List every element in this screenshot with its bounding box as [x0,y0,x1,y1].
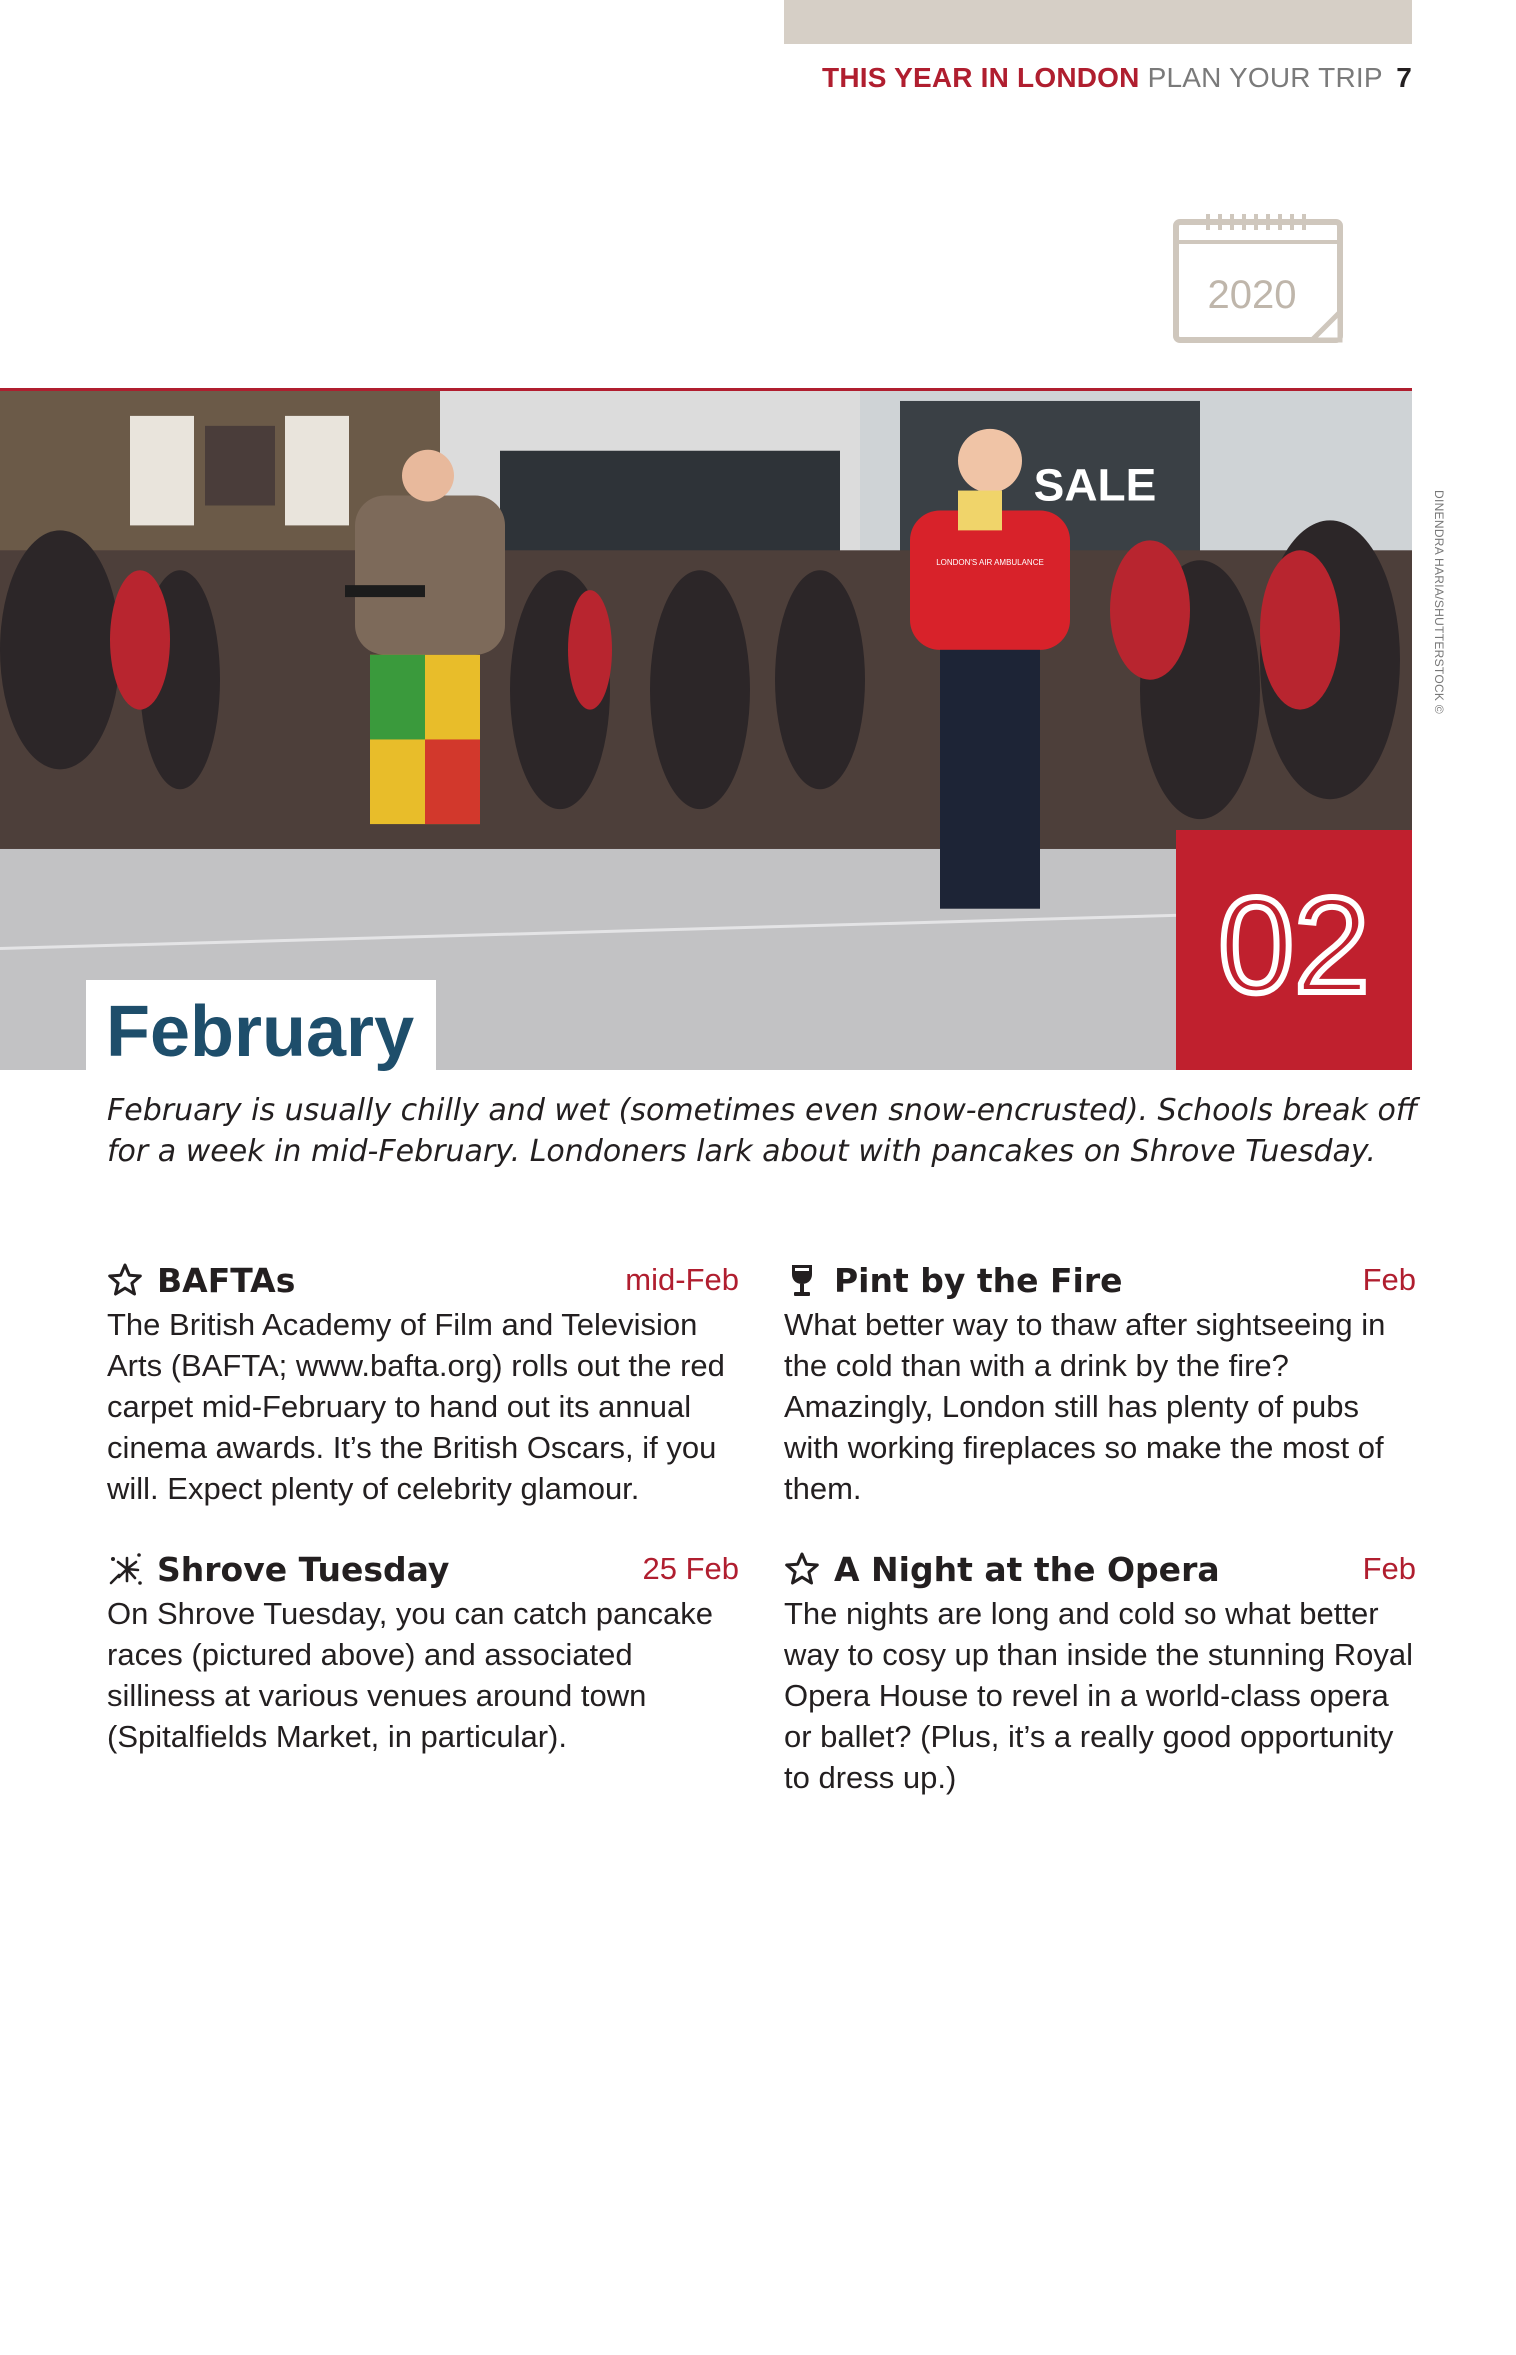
tshirt-text: LONDON'S AIR AMBULANCE [936,558,1044,568]
event-title: A Night at the Opera [834,1549,1220,1589]
event-night-at-the-opera [784,1547,1416,1798]
event-description: The nights are long and cold so what better way to cosy up than inside the stunning Royal Opera House to revel in a world-class opera or ballet? (Plus, it’s a really good opportunity to dress up.) [784,1596,1413,1795]
event-date: 25 Feb [642,1551,739,1586]
event-pint-by-the-fire [784,1258,1416,1509]
photo-credit [1412,452,1466,752]
month-intro: February is usually chilly and wet (sometimes even snow-encrusted). Schools break off for a week in mid-February. Londoners lark about with pancakes on Shrove Tuesday. [107,1093,1418,1169]
event-title: Pint by the Fire [834,1260,1123,1300]
events-left-column [107,1258,739,1795]
star-icon [784,1551,820,1587]
running-head [822,62,1412,94]
star-icon [107,1262,143,1298]
event-title: BAFTAs [157,1260,296,1300]
calendar-icon [1172,212,1344,346]
events-right-column [784,1258,1416,1836]
event-description: On Shrove Tuesday, you can catch pancake races (pictured above) and associated silliness at various venues around town (Spitalfields Market, in particular). [107,1596,714,1754]
event-date: mid-Feb [625,1262,739,1297]
photo-credit-text: DINENDRA HARIA/SHUTTERSTOCK © [1432,489,1447,715]
section-title: THIS YEAR IN LONDON [822,62,1140,93]
page-number: 7 [1396,62,1412,93]
event-date: Feb [1362,1262,1416,1297]
wine-glass-icon [784,1262,820,1298]
header-color-bar [784,0,1412,44]
event-shrove-tuesday [107,1547,739,1757]
month-number-box [1176,830,1412,1070]
month-number: 02 [1218,870,1370,1021]
event-date: Feb [1362,1551,1416,1586]
month-title: February [106,992,415,1072]
event-bafta [107,1258,739,1509]
calendar-year: 2020 [1207,273,1297,317]
shop-sign-text: SALE [1033,458,1157,511]
event-description: What better way to thaw after sightseeing in the cold than with a drink by the fire? Amazingly, London still has plenty of pubs with working fireplaces so make the most of them. [784,1307,1386,1506]
event-description: The British Academy of Film and Television Arts (BAFTA; www.bafta.org) rolls out the red carpet mid-February to hand out its annual cinema awards. It’s the British Oscars, if you will. Expect plenty of celebrity glamour. [107,1307,725,1506]
part-title: PLAN YOUR TRIP [1147,62,1383,93]
event-title: Shrove Tuesday [157,1549,450,1589]
fireworks-icon [107,1551,143,1587]
